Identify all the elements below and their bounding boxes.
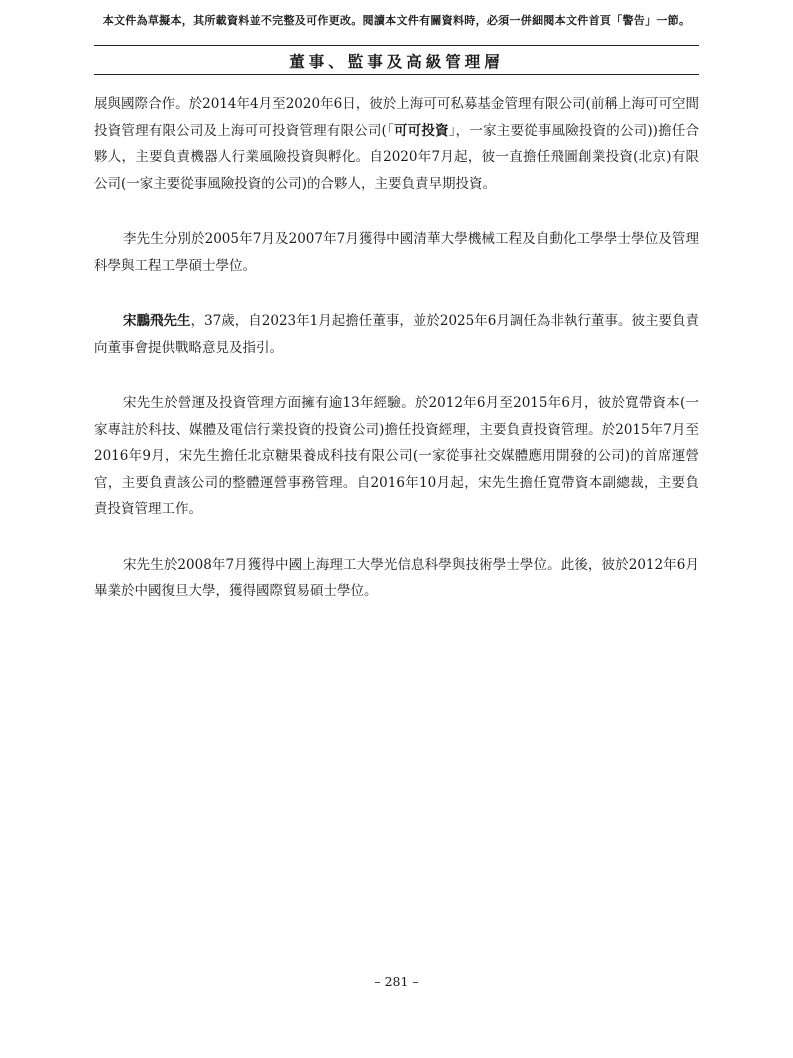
header-bottom-rule	[94, 74, 699, 75]
header-top-rule	[94, 45, 699, 46]
defined-term-keke-investment: 可可投資	[393, 122, 449, 139]
page-number: – 281 –	[374, 974, 419, 989]
paragraph-song-education: 宋先生於2008年7月獲得中國上海理工大學光信息科學與技術學士學位。此後，彼於2012年6月畢業於中國復旦大學，獲得國際貿易碩士學位。	[94, 556, 699, 599]
paragraph-text: 」，一家主要從事風險投資的公司))擔任合夥人，主要負責機器人行業風險投資與孵化。自2020年7月起，彼一直擔任飛圖創業投資(北京)有限公司(一家主要從事風險投資的公司)的合夥人，主要負責早期投資。	[94, 122, 699, 192]
document-body	[94, 91, 699, 634]
paragraph-text: 展與國際合作。於2014年4月至2020年6日，彼於上海可可私募基金管理有限公司(前稱上海可可空間投資管理有限公司及上海可可投資管理有限公司(「	[94, 96, 699, 139]
paragraph-li-education: 李先生分別於2005年7月及2007年7月獲得中國清華大學機械工程及自動化工學學士學位及管理科學與工程工學碩士學位。	[94, 231, 699, 274]
paragraph-song-experience: 宋先生於營運及投資管理方面擁有逾13年經驗。於2012年6月至2015年6月，彼於寬帶資本(一家專註於科技、媒體及電信行業投資的投資公司)擔任投資經理，主要負責投資管理。於2015年7月至2016年9月，宋先生擔任北京糖果養成科技有限公司(一家從事社交媒體應用開發的公司)的首席運營官，主要負責該公司的整體運營事務管理。自2016年10月起，宋先生擔任寬帶資本副總裁，主要負責投資管理工作。	[94, 395, 699, 517]
draft-warning-banner: 本文件為草擬本，其所載資料並不完整及可作更改。閱讀本文件有關資料時，必須一併細閱本文件首頁「警告」一節。	[102, 14, 691, 27]
director-name-song-pengfei: 宋鵬飛先生	[123, 313, 191, 329]
paragraph-li-career-continued	[94, 91, 699, 197]
paragraph-text: ，37歲，自2023年1月起擔任董事，並於2025年6月調任為非執行董事。彼主要負責向董事會提供戰略意見及指引。	[94, 313, 699, 356]
paragraph-song-intro	[94, 308, 699, 361]
section-title: 董事、監事及高級管理層	[289, 52, 504, 71]
